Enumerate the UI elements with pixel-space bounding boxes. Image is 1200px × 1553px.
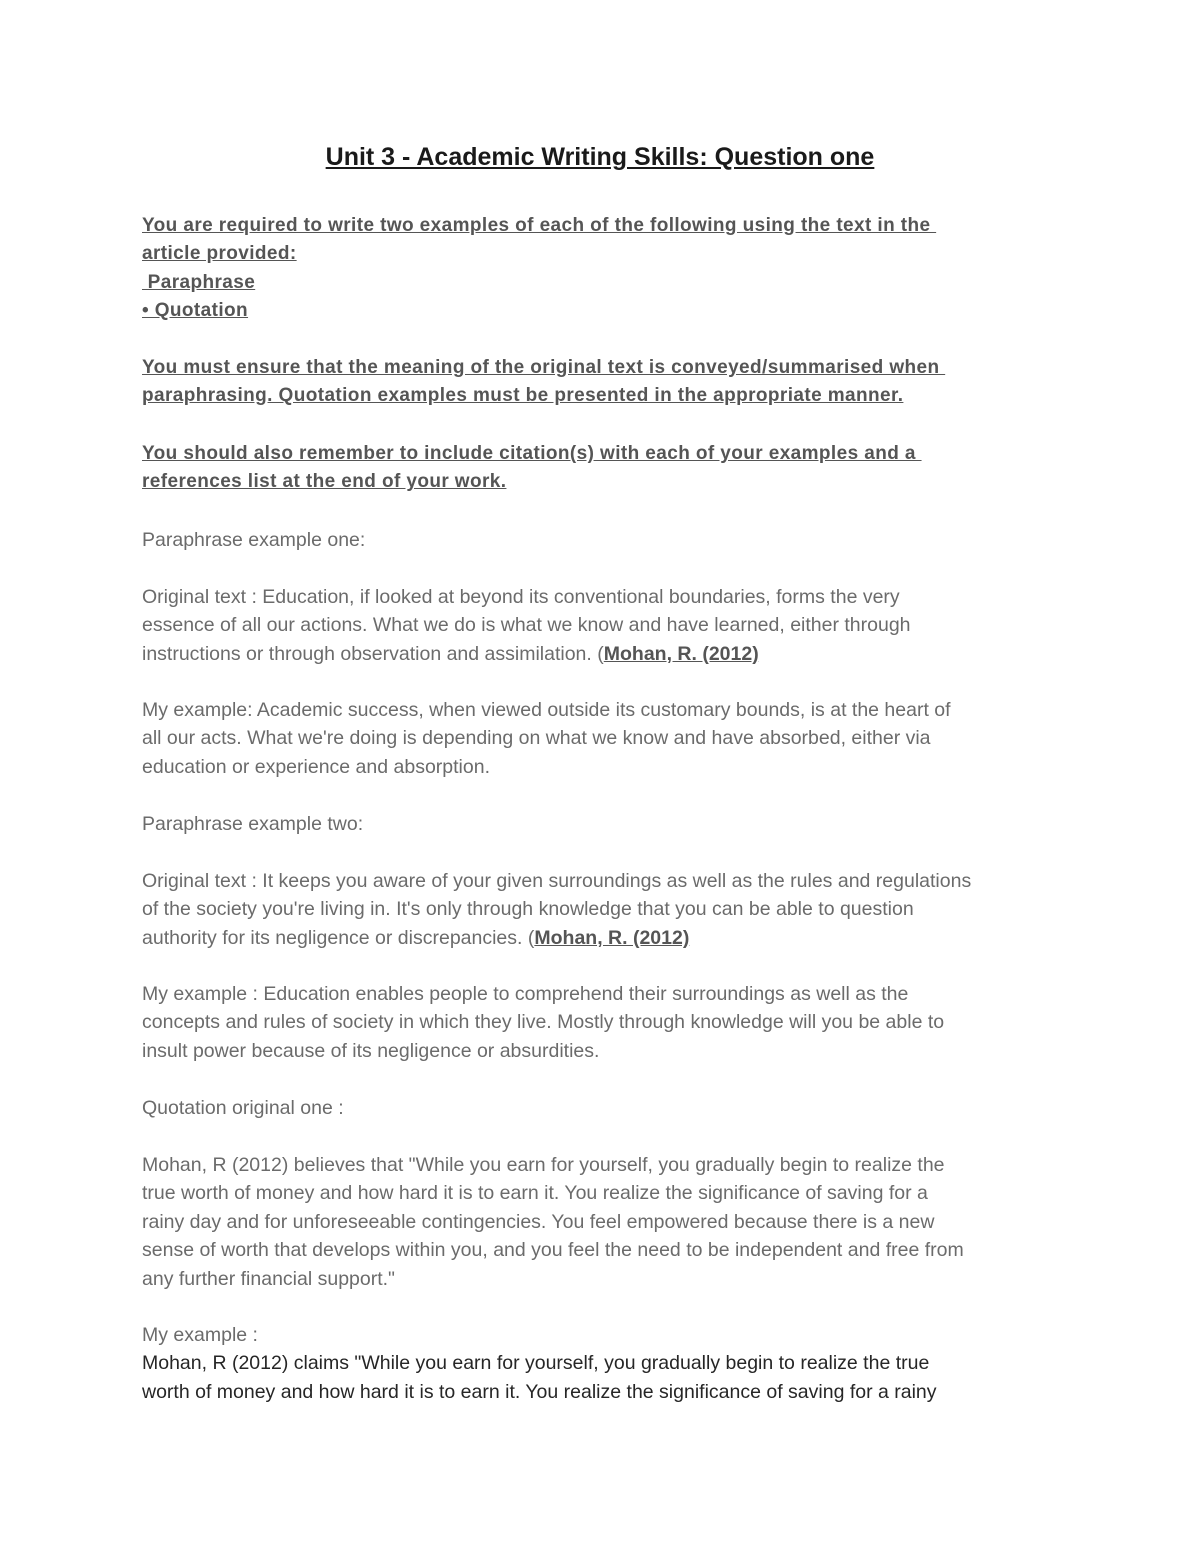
- text-line: concepts and rules of society in which they live. Mostly through knowledge will you be able to: [142, 1011, 945, 1034]
- text-line: Original text : Education, if looked at beyond its conventional boundaries, forms the very: [142, 586, 900, 608]
- instruction-line: • Quotation: [142, 299, 249, 321]
- instruction-line: You must ensure that the meaning of the original text is conveyed/summarised when: [142, 357, 946, 378]
- text-line: [142, 640, 1082, 668]
- instructions-block-1: [142, 212, 1062, 325]
- text-line: My example : Education enables people to comprehend their surroundings as well as the: [142, 983, 909, 1005]
- paraphrase-two-original: [142, 867, 1082, 952]
- section-heading: Paraphrase example one:: [142, 529, 366, 551]
- text-line: true worth of money and how hard it is to earn it. You realize the significance of saving for a: [142, 1182, 928, 1205]
- text-fragment: authority for its negligence or discrepancies. (: [142, 926, 535, 949]
- page-title: Unit 3 - Academic Writing Skills: Question one: [325, 143, 875, 171]
- text-line: insult power because of its negligence or absurdities.: [142, 1039, 600, 1062]
- text-line: [142, 924, 1082, 952]
- instructions-block-3: [142, 440, 1062, 497]
- text-line: education or experience and absorption.: [142, 755, 490, 778]
- quotation-one-heading: [142, 1094, 1082, 1122]
- instruction-line: You should also remember to include citation(s) with each of your examples and a: [142, 443, 922, 464]
- text-line: Mohan, R (2012) claims "While you earn for yourself, you gradually begin to realize the true: [142, 1352, 930, 1375]
- text-line: essence of all our actions. What we do is what we know and have learned, either through: [142, 614, 911, 637]
- instruction-line: Paraphrase: [142, 271, 256, 293]
- instruction-line: article provided:: [142, 243, 297, 265]
- instruction-line: references list at the end of your work.: [142, 471, 507, 493]
- text-line: of the society you're living in. It's only through knowledge that you can be able to question: [142, 898, 914, 921]
- paraphrase-one-heading: [142, 526, 1082, 554]
- paraphrase-one-original: [142, 583, 1082, 668]
- text-line: Original text : It keeps you aware of your given surroundings as well as the rules and regulations: [142, 870, 972, 892]
- quotation-one-example: [142, 1321, 1082, 1406]
- text-line: rainy day and for unforeseeable contingencies. You feel empowered because there is a new: [142, 1210, 935, 1233]
- citation-link: Mohan, R. (2012): [603, 642, 759, 665]
- paraphrase-two-example: [142, 980, 1082, 1065]
- example-label: My example :: [142, 1324, 258, 1346]
- paraphrase-one-example: [142, 696, 1082, 781]
- paraphrase-two-heading: [142, 810, 1082, 838]
- instruction-line: paraphrasing. Quotation examples must be presented in the appropriate manner.: [142, 385, 904, 407]
- text-line: Mohan, R (2012) believes that "While you earn for yourself, you gradually begin to realize the: [142, 1154, 945, 1176]
- text-fragment: instructions or through observation and assimilation. (: [142, 642, 604, 665]
- text-line: any further financial support.": [142, 1267, 395, 1290]
- section-heading: Quotation original one :: [142, 1097, 344, 1119]
- citation-link: Mohan, R. (2012): [534, 926, 690, 949]
- instructions-block-2: [142, 354, 1062, 411]
- text-line: My example: Academic success, when viewed outside its customary bounds, is at the heart of: [142, 699, 951, 721]
- text-line: sense of worth that develops within you, and you feel the need to be independent and free from: [142, 1239, 964, 1262]
- text-line: all our acts. What we're doing is depending on what we know and have absorbed, either via: [142, 727, 931, 750]
- instruction-line: You are required to write two examples of each of the following using the text in the: [142, 215, 937, 236]
- text-line: worth of money and how hard it is to earn it. You realize the significance of saving for a rainy: [142, 1380, 937, 1403]
- quotation-one-original: [142, 1151, 1082, 1293]
- section-heading: Paraphrase example two:: [142, 813, 364, 835]
